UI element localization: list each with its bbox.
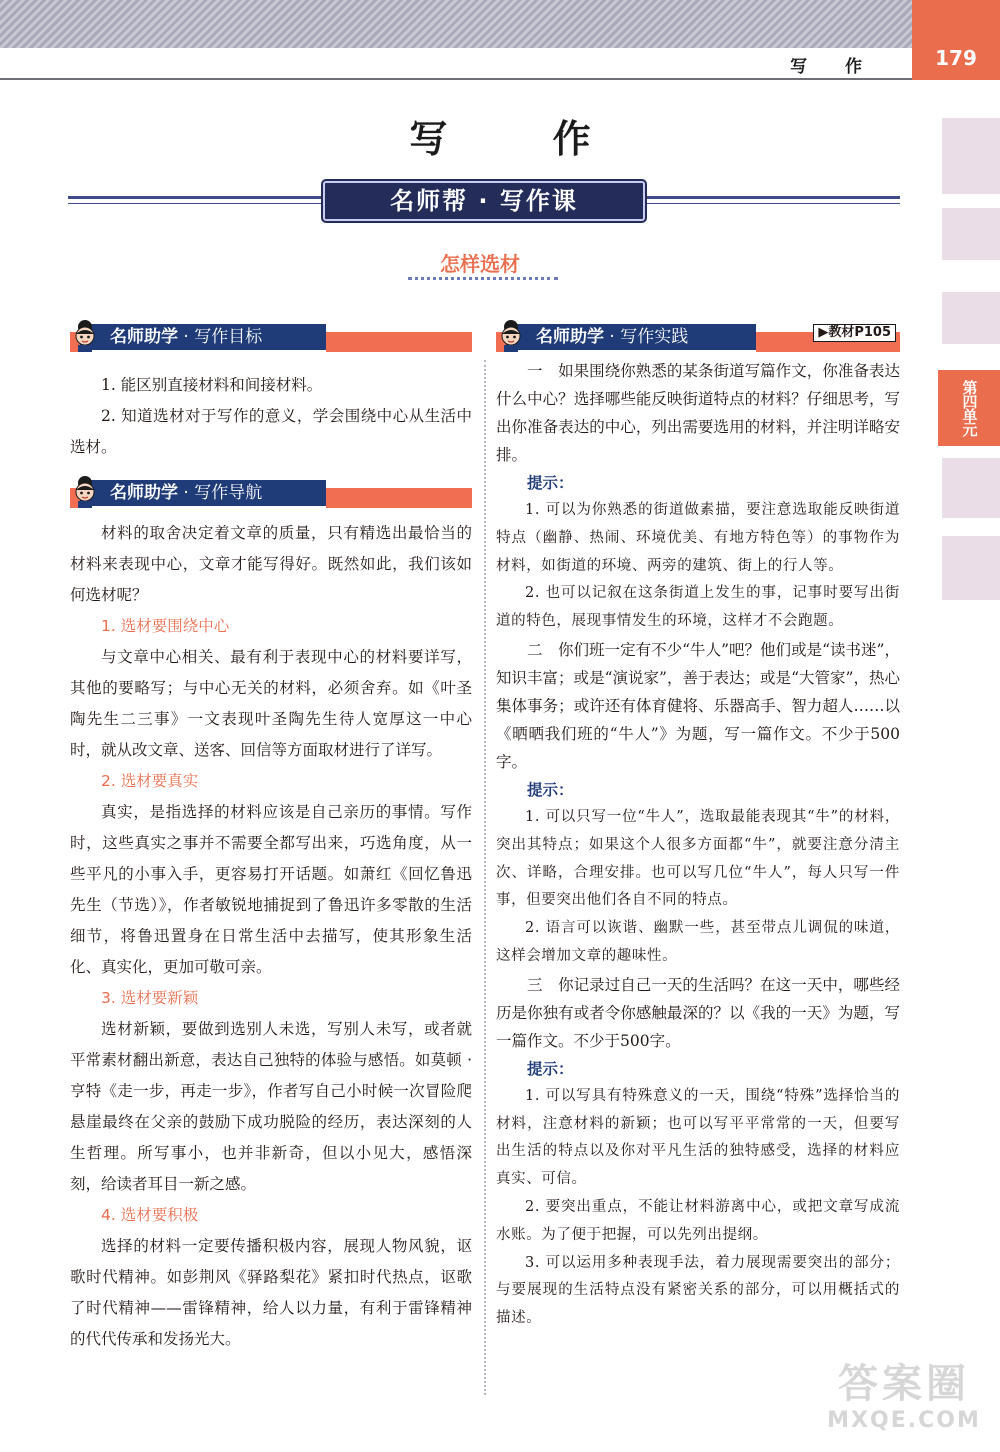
point-body: 选择的材料一定要传播积极内容，展现人物风貌，讴歌时代精神。如彭荆风《驿路梨花》紧扣时代热点，讴歌了时代精神——雷锋精神，给人以力量，有利于雷锋精神的代代传承和发扬光大。 bbox=[70, 1237, 472, 1348]
section-header-goal bbox=[70, 322, 472, 352]
task-prompt: 二 你们班一定有不少“牛人”吧？他们或是“读书迷”，知识丰富；或是“演说家”，善于表达；或是“大管家”，热心集体事务；或许还有体育健将、乐器高手、智力超人……以《晒晒我们班的“牛人”》为题，写一篇作文。不少于500字。 bbox=[496, 640, 900, 771]
point-heading: 3. 选材要新颖 bbox=[101, 989, 199, 1007]
hint-item: 2. 要突出重点，不能让材料游离中心，或把文章写成流水账。为了便于把握，可以先列出提纲。 bbox=[496, 1198, 900, 1243]
nav-intro: 材料的取舍决定着文章的质量，只有精选出最恰当的材料来表现中心，文章才能写得好。既然如此，我们该如何选材呢？ bbox=[70, 524, 472, 604]
header-pattern-band bbox=[0, 0, 912, 48]
side-decoration bbox=[942, 536, 1000, 600]
textbook-reference-tag: ▶教材P105 bbox=[813, 324, 896, 342]
teacher-mascot-icon bbox=[70, 318, 100, 352]
point-heading: 2. 选材要真实 bbox=[101, 772, 199, 790]
subtopic-underline bbox=[408, 277, 558, 280]
page-number: 179 bbox=[912, 0, 1000, 80]
hint-item: 3. 可以运用多种表现手法，着力展现需要突出的部分；与要展现的生活特点没有紧密关系的部分，可以用概括式的描述。 bbox=[496, 1254, 900, 1327]
goal-item: 1. 能区别直接材料和间接材料。 bbox=[101, 376, 323, 394]
point-body: 真实，是指选择的材料应该是自己亲历的事情。写作时，这些真实之事并不需要全都写出来，巧选角度，从一些平凡的小事入手，更容易打开话题。如萧红《回忆鲁迅先生（节选）》，作者敏锐地捕捉到了鲁迅许多零散的生活细节，将鲁迅置身在日常生活中去描写，使其形象生活化、真实化，更加可敬可亲。 bbox=[70, 803, 472, 976]
side-decoration bbox=[942, 208, 1000, 260]
section-dot: · bbox=[178, 483, 195, 503]
hint-item: 1. 可以写具有特殊意义的一天，围绕“特殊”选择恰当的材料，注意材料的新颖；也可以写平平常常的一天，但要写出生活的特点以及你对平凡生活的独特感受，选择的材料应真实、可信。 bbox=[496, 1087, 900, 1188]
section-brand: 名师助学 bbox=[110, 483, 178, 503]
teacher-mascot-icon bbox=[70, 474, 100, 508]
section-brand: 名师助学 bbox=[110, 327, 178, 347]
section-header-label bbox=[506, 324, 756, 352]
section-brand: 名师助学 bbox=[536, 327, 604, 347]
page-title: 写 作 bbox=[409, 117, 637, 161]
practice-content bbox=[496, 357, 900, 1333]
point-heading: 1. 选材要围绕中心 bbox=[101, 617, 230, 635]
goal-list bbox=[70, 370, 472, 463]
lesson-banner: 名师帮 · 写作课 bbox=[323, 181, 645, 221]
section-dot: · bbox=[178, 327, 195, 347]
unit-tab bbox=[938, 370, 1000, 446]
section-header-practice bbox=[496, 322, 900, 352]
side-decoration bbox=[942, 292, 1000, 344]
watermark-url: MXQE.COM bbox=[827, 1408, 981, 1433]
header-rule bbox=[0, 78, 912, 80]
section-name: 写作导航 bbox=[194, 483, 263, 503]
nav-content bbox=[70, 518, 472, 1355]
section-header-label bbox=[80, 324, 326, 352]
running-header-section: 写 作 bbox=[790, 57, 878, 77]
section-header-nav bbox=[70, 478, 472, 508]
section-name: 写作目标 bbox=[194, 327, 263, 347]
watermark-logo-text: 答案圈 bbox=[838, 1361, 970, 1407]
hint-label: 提示： bbox=[527, 1059, 574, 1078]
hint-label: 提示： bbox=[527, 474, 574, 492]
teacher-mascot-icon bbox=[496, 318, 526, 352]
section-dot: · bbox=[604, 327, 621, 347]
hint-item: 1. 可以只写一位“牛人”，选取最能表现其“牛”的材料，突出其特点；如果这个人很多方面都“牛”，就要注意分清主次、详略，合理安排。也可以写几位“牛人”，每人只写一件事，但要突出他们各自不同的特点。 bbox=[496, 808, 900, 909]
point-body: 选材新颖，要做到选别人未选，写别人未写，或者就平常素材翻出新意，表达自己独特的体验与感悟。如莫顿 · 亨特《走一步，再走一步》，作者写自己小时候一次冒险爬悬崖最终在父亲的鼓励下成功脱险的经历，表达深刻的人生哲理。所写事小，也并非新奇，但以小见大，感悟深刻，给读者耳目一新之感。 bbox=[70, 1020, 472, 1193]
section-header-label bbox=[80, 480, 326, 508]
point-body: 与文章中心相关、最有利于表现中心的材料要详写，其他的要略写；与中心无关的材料，必须舍弃。如《叶圣陶先生二三事》一文表现叶圣陶先生待人宽厚这一中心时，就从改文章、送客、回信等方面取材进行了详写。 bbox=[70, 648, 472, 759]
hint-item: 2. 语言可以诙谐、幽默一些，甚至带点儿调侃的味道，这样会增加文章的趣味性。 bbox=[496, 920, 900, 964]
goal-item: 2. 知道选材对于写作的意义，学会围绕中心从生活中选材。 bbox=[70, 407, 472, 456]
section-name: 写作实践 bbox=[620, 327, 689, 347]
hint-label: 提示： bbox=[527, 780, 574, 799]
hint-item: 1. 可以为你熟悉的街道做素描，要注意选取能反映街道特点（幽静、热闹、环境优美、有地方特色等）的事物作为材料，如街道的环境、两旁的建筑、街上的行人等。 bbox=[496, 502, 900, 574]
task-prompt: 一 如果围绕你熟悉的某条街道写篇作文，你准备表达什么中心？选择哪些能反映街道特点的材料？仔细思考，写出你准备表达的中心，列出需要选用的材料，并注明详略安排。 bbox=[496, 362, 900, 464]
task-prompt: 三 你记录过自己一天的生活吗？在这一天中，哪些经历是你独有或者令你感触最深的？以《我的一天》为题，写一篇作文。不少于500字。 bbox=[496, 975, 900, 1050]
unit-tab-label: 第四单元 bbox=[960, 380, 979, 436]
subtopic-title: 怎样选材 bbox=[440, 252, 520, 276]
site-watermark bbox=[814, 1360, 994, 1446]
hint-item: 2. 也可以记叙在这条街道上发生的事，记事时要写出街道的特色，展现事情发生的环境，这样才不会跑题。 bbox=[496, 585, 900, 630]
point-heading: 4. 选材要积极 bbox=[101, 1206, 199, 1224]
side-decoration bbox=[942, 458, 1000, 518]
column-divider bbox=[484, 360, 486, 1395]
